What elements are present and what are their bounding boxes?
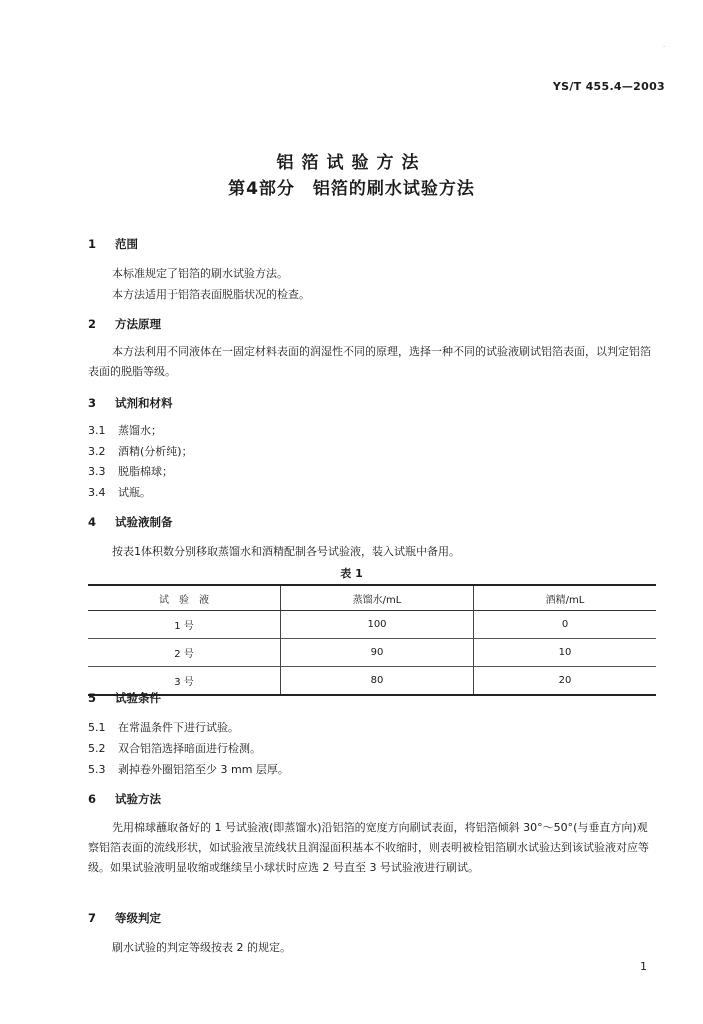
table-header-cell: 试 验 液 [88, 585, 281, 611]
corner-mark: · [663, 44, 665, 51]
section-5-heading [88, 690, 161, 706]
table-cell: 1 号 [88, 611, 281, 639]
item-number: 3.1 [88, 424, 106, 437]
item-text: 酒精(分析纯)； [118, 445, 193, 458]
section-3-heading [88, 395, 173, 411]
standard-code: YS/T 455.4—2003 [552, 80, 665, 93]
item-text: 试瓶。 [118, 486, 151, 499]
item-text: 脱脂棉球； [118, 465, 173, 478]
section-number: 6 [88, 792, 97, 806]
table-cell: 0 [474, 611, 657, 639]
section-title: 试验条件 [115, 691, 161, 705]
table-row [88, 639, 656, 667]
list-item [88, 740, 261, 756]
section-number: 4 [88, 515, 97, 529]
item-text: 在常温条件下进行试验。 [118, 721, 239, 734]
document-subtitle: 第4部分 铝箔的刷水试验方法 [228, 179, 475, 199]
section-4-heading [88, 514, 173, 530]
item-number: 5.2 [88, 742, 106, 755]
section-1-para-2: 本方法适用于铝箔表面脱脂状况的检查。 [112, 288, 310, 301]
table-cell: 20 [474, 667, 657, 696]
list-item [88, 719, 239, 735]
item-text: 蒸馏水； [118, 424, 162, 437]
list-item [88, 443, 193, 459]
section-title: 范围 [115, 237, 138, 251]
section-4-para-1: 按表1体积数分别移取蒸馏水和酒精配制各号试验液，装入试瓶中备用。 [112, 545, 460, 558]
table-row [88, 611, 656, 639]
list-item [88, 761, 289, 777]
item-text: 剥掉卷外圈铝箔至少 3 mm 层厚。 [118, 763, 289, 776]
table-cell: 10 [474, 639, 657, 667]
section-6-para-1: 先用棉球蘸取备好的 1 号试验液(即蒸馏水)沿铝箔的宽度方向刷试表面，将铝箔倾斜 30°～50°(与垂直方向)观察铝箔表面的流线形状，如试验液呈流线状且润湿面积基本不收缩时，则表明被检铝箔刷水试验达到该试验液对应等级。如果试验液明显收缩或继续呈小球状时应选 2 号直至 3 号试验液进行刷试。 [88, 821, 649, 874]
section-title: 等级判定 [115, 911, 161, 925]
table-cell: 90 [281, 639, 474, 667]
data-table [88, 584, 656, 696]
table-header-row [88, 585, 656, 611]
table-cell: 2 号 [88, 639, 281, 667]
table-header-cell: 蒸馏水/mL [281, 585, 474, 611]
document-title: 铝箔试验方法 [276, 153, 427, 173]
item-number: 3.4 [88, 486, 106, 499]
section-2-heading [88, 316, 161, 332]
section-number: 2 [88, 317, 97, 331]
section-number: 1 [88, 237, 97, 251]
list-item [88, 463, 173, 479]
section-title: 方法原理 [115, 317, 161, 331]
section-2-para-1: 本方法利用不同液体在一固定材料表面的润湿性不同的原理，选择一种不同的试验液刷试铝箔表面，以判定铝箔表面的脱脂等级。 [88, 345, 651, 378]
item-text: 双合铝箔选择暗面进行检测。 [118, 742, 261, 755]
section-number: 3 [88, 396, 97, 410]
list-item [88, 484, 151, 500]
item-number: 3.2 [88, 445, 106, 458]
section-7-para-1: 刷水试验的判定等级按表 2 的规定。 [112, 941, 291, 954]
table-header-cell: 酒精/mL [474, 585, 657, 611]
section-number: 7 [88, 911, 97, 925]
table-cell: 100 [281, 611, 474, 639]
section-1-para-1: 本标准规定了铝箔的刷水试验方法。 [112, 267, 288, 280]
section-title: 试验方法 [115, 792, 161, 806]
item-number: 5.1 [88, 721, 106, 734]
section-7-heading [88, 910, 161, 926]
section-title: 试剂和材料 [115, 396, 173, 410]
list-item [88, 422, 162, 438]
section-1-heading [88, 236, 138, 252]
section-title: 试验液制备 [115, 515, 173, 529]
table-cell: 80 [281, 667, 474, 696]
table-caption: 表 1 [340, 567, 363, 580]
section-number: 5 [88, 691, 97, 705]
table-row [88, 667, 656, 696]
section-6-heading [88, 791, 161, 807]
item-number: 5.3 [88, 763, 106, 776]
item-number: 3.3 [88, 465, 106, 478]
table-cell: 3 号 [88, 667, 281, 696]
page-number: 1 [640, 960, 647, 973]
